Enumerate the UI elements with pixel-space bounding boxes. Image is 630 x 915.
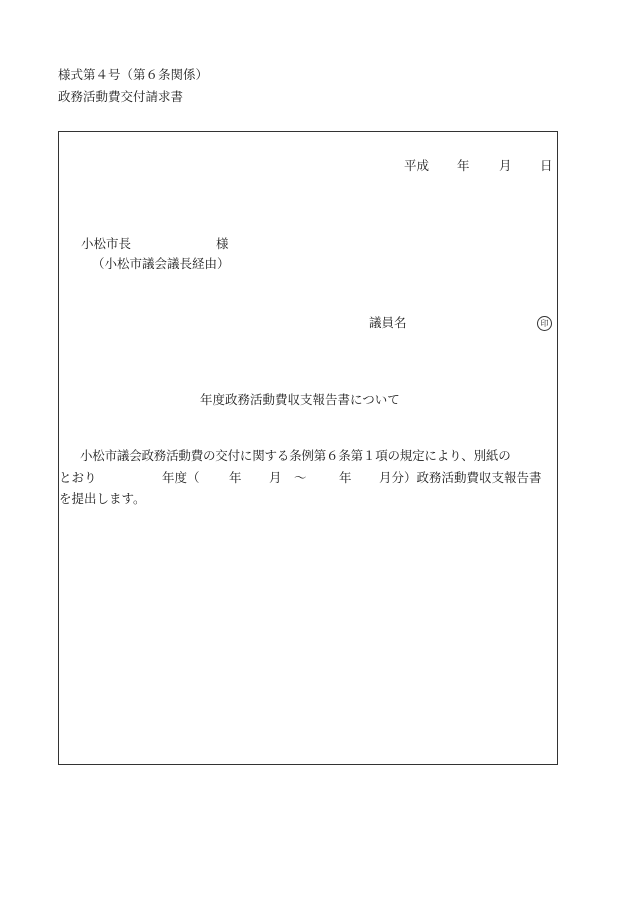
- body-line-2e: 年: [339, 470, 352, 485]
- form-number: 様式第４号（第６条関係）: [58, 67, 209, 82]
- date-year: 年: [457, 158, 470, 173]
- body-line-1: 小松市議会政務活動費の交付に関する条例第６条第１項の規定により、別紙の: [80, 448, 511, 463]
- date-day: 日: [540, 158, 553, 173]
- seal-icon: 印: [537, 316, 552, 331]
- member-name-label: 議員名: [369, 315, 407, 330]
- form-title: 政務活動費交付請求書: [58, 89, 184, 104]
- addressee-via: （小松市議会議長経由）: [92, 256, 230, 271]
- body-line-2b: 年度（: [162, 470, 200, 485]
- seal-mark: [537, 316, 552, 331]
- addressee-honorific: 様: [216, 236, 229, 251]
- body-line-2c: 年: [229, 470, 242, 485]
- form-frame: [58, 131, 558, 765]
- body-line-2f: 月分）政務活動費収支報告書: [379, 470, 542, 485]
- body-line-2d: 月 ～: [269, 470, 307, 485]
- addressee-name: 小松市長: [81, 236, 132, 251]
- subject-line: 年度政務活動費収支報告書について: [200, 392, 400, 407]
- body-line-2a: とおり: [59, 470, 97, 485]
- body-line-3: を提出します。: [59, 491, 146, 506]
- date-era: 平成: [404, 158, 430, 173]
- date-month: 月: [499, 158, 512, 173]
